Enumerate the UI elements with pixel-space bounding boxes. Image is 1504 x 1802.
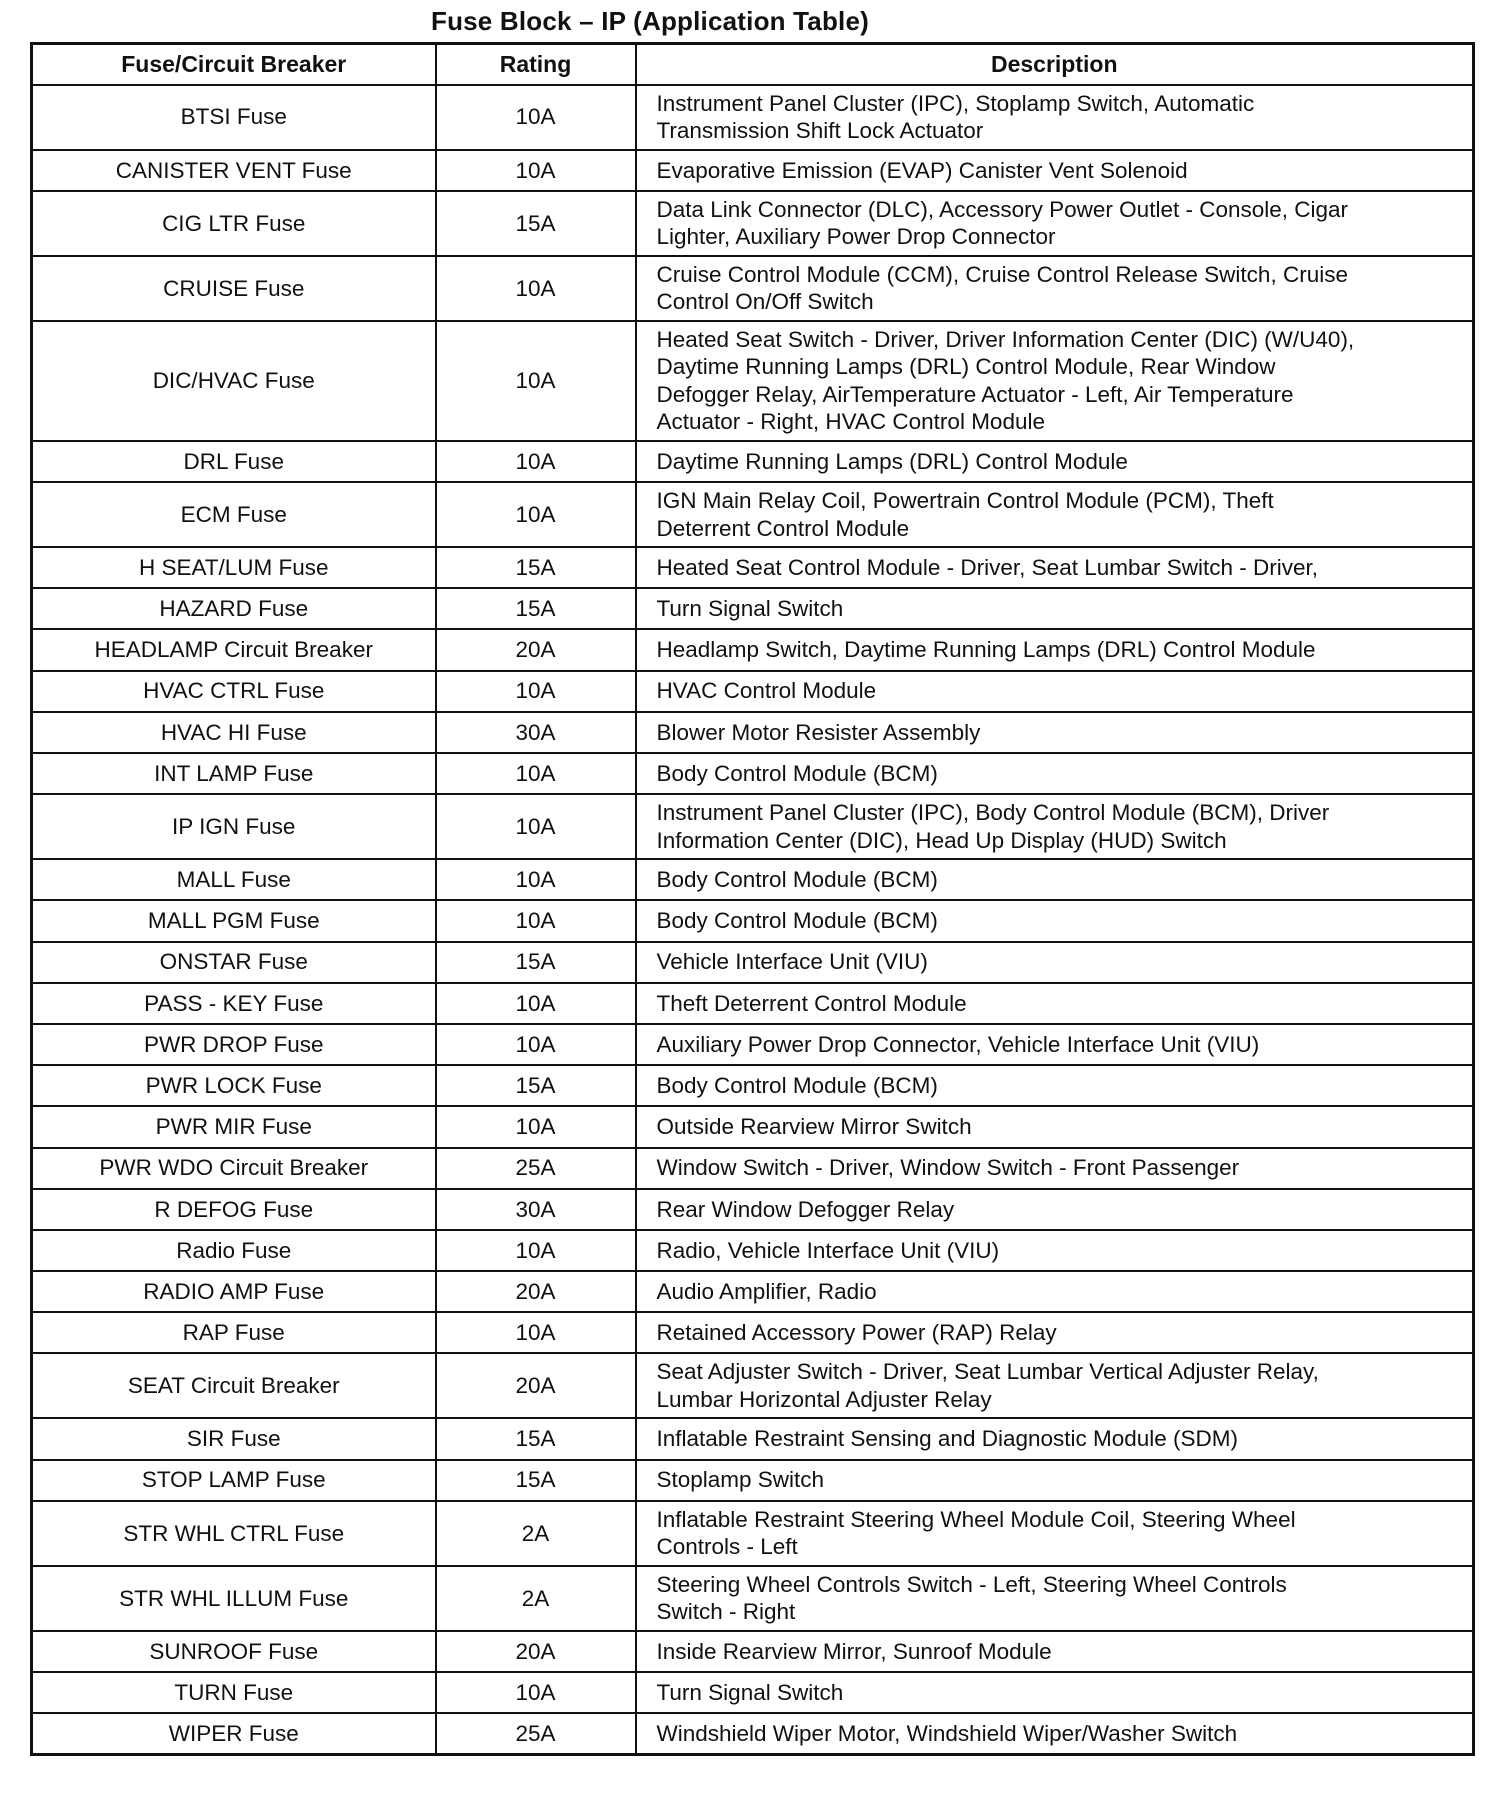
rating-cell: 30A bbox=[436, 712, 636, 753]
description-cell: Body Control Module (BCM) bbox=[636, 1065, 1474, 1106]
description-cell: Data Link Connector (DLC), Accessory Power Outlet - Console, Cigar Lighter, Auxiliary Power Drop Connector bbox=[636, 191, 1474, 256]
rating-cell: 20A bbox=[436, 629, 636, 670]
rating-cell: 20A bbox=[436, 1631, 636, 1672]
description-cell: Vehicle Interface Unit (VIU) bbox=[636, 942, 1474, 983]
fuse-name-cell: PWR DROP Fuse bbox=[32, 1024, 436, 1065]
table-row bbox=[32, 1672, 1474, 1713]
table-row bbox=[32, 1312, 1474, 1353]
rating-cell: 25A bbox=[436, 1713, 636, 1754]
fuse-name-cell: HVAC HI Fuse bbox=[32, 712, 436, 753]
description-cell: Body Control Module (BCM) bbox=[636, 859, 1474, 900]
table-row bbox=[32, 753, 1474, 794]
fuse-name-cell: TURN Fuse bbox=[32, 1672, 436, 1713]
fuse-name-cell: STOP LAMP Fuse bbox=[32, 1460, 436, 1501]
description-cell: Cruise Control Module (CCM), Cruise Control Release Switch, Cruise Control On/Off Switch bbox=[636, 256, 1474, 321]
table-row bbox=[32, 671, 1474, 712]
fuse-name-cell: SUNROOF Fuse bbox=[32, 1631, 436, 1672]
fuse-name-cell: STR WHL ILLUM Fuse bbox=[32, 1566, 436, 1631]
fuse-name-cell: H SEAT/LUM Fuse bbox=[32, 547, 436, 588]
fuse-name-cell: ECM Fuse bbox=[32, 482, 436, 547]
rating-cell: 10A bbox=[436, 150, 636, 191]
rating-cell: 15A bbox=[436, 191, 636, 256]
rating-cell: 20A bbox=[436, 1271, 636, 1312]
page-title: Fuse Block – IP (Application Table) bbox=[430, 6, 869, 36]
fuse-name-cell: BTSI Fuse bbox=[32, 85, 436, 150]
description-cell: Heated Seat Control Module - Driver, Seat Lumbar Switch - Driver, bbox=[636, 547, 1474, 588]
rating-cell: 10A bbox=[436, 256, 636, 321]
table-row bbox=[32, 1713, 1474, 1754]
table-row bbox=[32, 1418, 1474, 1459]
table-row bbox=[32, 441, 1474, 482]
fuse-name-cell: ONSTAR Fuse bbox=[32, 942, 436, 983]
fuse-name-cell: R DEFOG Fuse bbox=[32, 1189, 436, 1230]
rating-cell: 15A bbox=[436, 1460, 636, 1501]
description-cell: Rear Window Defogger Relay bbox=[636, 1189, 1474, 1230]
rating-cell: 30A bbox=[436, 1189, 636, 1230]
rating-cell: 10A bbox=[436, 441, 636, 482]
rating-cell: 15A bbox=[436, 942, 636, 983]
description-cell: Instrument Panel Cluster (IPC), Body Control Module (BCM), Driver Information Center (DIC), Head Up Display (HUD) Switch bbox=[636, 794, 1474, 859]
description-cell: Instrument Panel Cluster (IPC), Stoplamp Switch, Automatic Transmission Shift Lock Actuator bbox=[636, 85, 1474, 150]
table-row bbox=[32, 256, 1474, 321]
fuse-table-container bbox=[30, 42, 1472, 1756]
rating-cell: 10A bbox=[436, 900, 636, 941]
rating-cell: 10A bbox=[436, 482, 636, 547]
description-cell: HVAC Control Module bbox=[636, 671, 1474, 712]
description-cell: Headlamp Switch, Daytime Running Lamps (DRL) Control Module bbox=[636, 629, 1474, 670]
rating-cell: 15A bbox=[436, 1418, 636, 1459]
table-header-row bbox=[32, 44, 1474, 85]
table-row bbox=[32, 85, 1474, 150]
fuse-name-cell: Radio Fuse bbox=[32, 1230, 436, 1271]
description-cell: Window Switch - Driver, Window Switch - Front Passenger bbox=[636, 1148, 1474, 1189]
description-cell: Body Control Module (BCM) bbox=[636, 753, 1474, 794]
fuse-name-cell: PWR LOCK Fuse bbox=[32, 1065, 436, 1106]
rating-cell: 10A bbox=[436, 85, 636, 150]
description-cell: Body Control Module (BCM) bbox=[636, 900, 1474, 941]
table-row bbox=[32, 1460, 1474, 1501]
table-row bbox=[32, 942, 1474, 983]
rating-cell: 2A bbox=[436, 1566, 636, 1631]
rating-cell: 10A bbox=[436, 1672, 636, 1713]
description-cell: Inflatable Restraint Steering Wheel Module Coil, Steering Wheel Controls - Left bbox=[636, 1501, 1474, 1566]
fuse-name-cell: RADIO AMP Fuse bbox=[32, 1271, 436, 1312]
fuse-name-cell: RAP Fuse bbox=[32, 1312, 436, 1353]
table-row bbox=[32, 547, 1474, 588]
description-cell: Daytime Running Lamps (DRL) Control Module bbox=[636, 441, 1474, 482]
table-row bbox=[32, 588, 1474, 629]
table-row bbox=[32, 712, 1474, 753]
table-body bbox=[32, 85, 1474, 1755]
description-cell: Theft Deterrent Control Module bbox=[636, 983, 1474, 1024]
table-row bbox=[32, 900, 1474, 941]
table-row bbox=[32, 1230, 1474, 1271]
fuse-name-cell: MALL Fuse bbox=[32, 859, 436, 900]
rating-cell: 2A bbox=[436, 1501, 636, 1566]
table-row bbox=[32, 1024, 1474, 1065]
fuse-name-cell: INT LAMP Fuse bbox=[32, 753, 436, 794]
rating-cell: 20A bbox=[436, 1353, 636, 1418]
header-fuse: Fuse/Circuit Breaker bbox=[32, 44, 436, 85]
description-cell: Audio Amplifier, Radio bbox=[636, 1271, 1474, 1312]
description-cell: Radio, Vehicle Interface Unit (VIU) bbox=[636, 1230, 1474, 1271]
description-cell: Outside Rearview Mirror Switch bbox=[636, 1106, 1474, 1147]
description-cell: Seat Adjuster Switch - Driver, Seat Lumbar Vertical Adjuster Relay, Lumbar Horizontal Adjuster Relay bbox=[636, 1353, 1474, 1418]
fuse-table bbox=[30, 42, 1475, 1756]
fuse-name-cell: CANISTER VENT Fuse bbox=[32, 150, 436, 191]
description-cell: Inside Rearview Mirror, Sunroof Module bbox=[636, 1631, 1474, 1672]
description-cell: Turn Signal Switch bbox=[636, 588, 1474, 629]
rating-cell: 10A bbox=[436, 794, 636, 859]
description-cell: Windshield Wiper Motor, Windshield Wiper/Washer Switch bbox=[636, 1713, 1474, 1754]
rating-cell: 10A bbox=[436, 753, 636, 794]
rating-cell: 10A bbox=[436, 983, 636, 1024]
description-cell: Steering Wheel Controls Switch - Left, Steering Wheel Controls Switch - Right bbox=[636, 1566, 1474, 1631]
fuse-name-cell: PWR MIR Fuse bbox=[32, 1106, 436, 1147]
fuse-name-cell: DRL Fuse bbox=[32, 441, 436, 482]
fuse-name-cell: STR WHL CTRL Fuse bbox=[32, 1501, 436, 1566]
table-row bbox=[32, 1501, 1474, 1566]
table-row bbox=[32, 1189, 1474, 1230]
fuse-name-cell: CIG LTR Fuse bbox=[32, 191, 436, 256]
table-row bbox=[32, 482, 1474, 547]
description-cell: IGN Main Relay Coil, Powertrain Control Module (PCM), Theft Deterrent Control Module bbox=[636, 482, 1474, 547]
fuse-name-cell: WIPER Fuse bbox=[32, 1713, 436, 1754]
table-row bbox=[32, 191, 1474, 256]
fuse-name-cell: CRUISE Fuse bbox=[32, 256, 436, 321]
fuse-name-cell: DIC/HVAC Fuse bbox=[32, 321, 436, 441]
description-cell: Retained Accessory Power (RAP) Relay bbox=[636, 1312, 1474, 1353]
table-row bbox=[32, 629, 1474, 670]
rating-cell: 10A bbox=[436, 1106, 636, 1147]
rating-cell: 10A bbox=[436, 1312, 636, 1353]
rating-cell: 25A bbox=[436, 1148, 636, 1189]
table-row bbox=[32, 1353, 1474, 1418]
rating-cell: 10A bbox=[436, 671, 636, 712]
description-cell: Stoplamp Switch bbox=[636, 1460, 1474, 1501]
table-row bbox=[32, 1566, 1474, 1631]
table-row bbox=[32, 321, 1474, 441]
table-row bbox=[32, 983, 1474, 1024]
rating-cell: 15A bbox=[436, 1065, 636, 1106]
header-description: Description bbox=[636, 44, 1474, 85]
fuse-name-cell: HEADLAMP Circuit Breaker bbox=[32, 629, 436, 670]
description-cell: Auxiliary Power Drop Connector, Vehicle Interface Unit (VIU) bbox=[636, 1024, 1474, 1065]
description-cell: Inflatable Restraint Sensing and Diagnostic Module (SDM) bbox=[636, 1418, 1474, 1459]
fuse-name-cell: HVAC CTRL Fuse bbox=[32, 671, 436, 712]
fuse-name-cell: PWR WDO Circuit Breaker bbox=[32, 1148, 436, 1189]
table-row bbox=[32, 1065, 1474, 1106]
header-rating: Rating bbox=[436, 44, 636, 85]
rating-cell: 15A bbox=[436, 547, 636, 588]
table-row bbox=[32, 1148, 1474, 1189]
rating-cell: 15A bbox=[436, 588, 636, 629]
table-row bbox=[32, 1106, 1474, 1147]
fuse-name-cell: SIR Fuse bbox=[32, 1418, 436, 1459]
table-row bbox=[32, 1631, 1474, 1672]
rating-cell: 10A bbox=[436, 1230, 636, 1271]
fuse-name-cell: PASS - KEY Fuse bbox=[32, 983, 436, 1024]
description-cell: Blower Motor Resister Assembly bbox=[636, 712, 1474, 753]
description-cell: Heated Seat Switch - Driver, Driver Information Center (DIC) (W/U40), Daytime Running Lamps (DRL) Control Module, Rear Window Defogger Relay, AirTemperature Actuator - Left, Air Temperature Actuator - Right, HVAC Control Module bbox=[636, 321, 1474, 441]
table-row bbox=[32, 150, 1474, 191]
rating-cell: 10A bbox=[436, 1024, 636, 1065]
table-row bbox=[32, 859, 1474, 900]
table-row bbox=[32, 1271, 1474, 1312]
rating-cell: 10A bbox=[436, 859, 636, 900]
fuse-name-cell: HAZARD Fuse bbox=[32, 588, 436, 629]
rating-cell: 10A bbox=[436, 321, 636, 441]
fuse-name-cell: SEAT Circuit Breaker bbox=[32, 1353, 436, 1418]
table-row bbox=[32, 794, 1474, 859]
fuse-name-cell: IP IGN Fuse bbox=[32, 794, 436, 859]
description-cell: Evaporative Emission (EVAP) Canister Vent Solenoid bbox=[636, 150, 1474, 191]
fuse-name-cell: MALL PGM Fuse bbox=[32, 900, 436, 941]
description-cell: Turn Signal Switch bbox=[636, 1672, 1474, 1713]
